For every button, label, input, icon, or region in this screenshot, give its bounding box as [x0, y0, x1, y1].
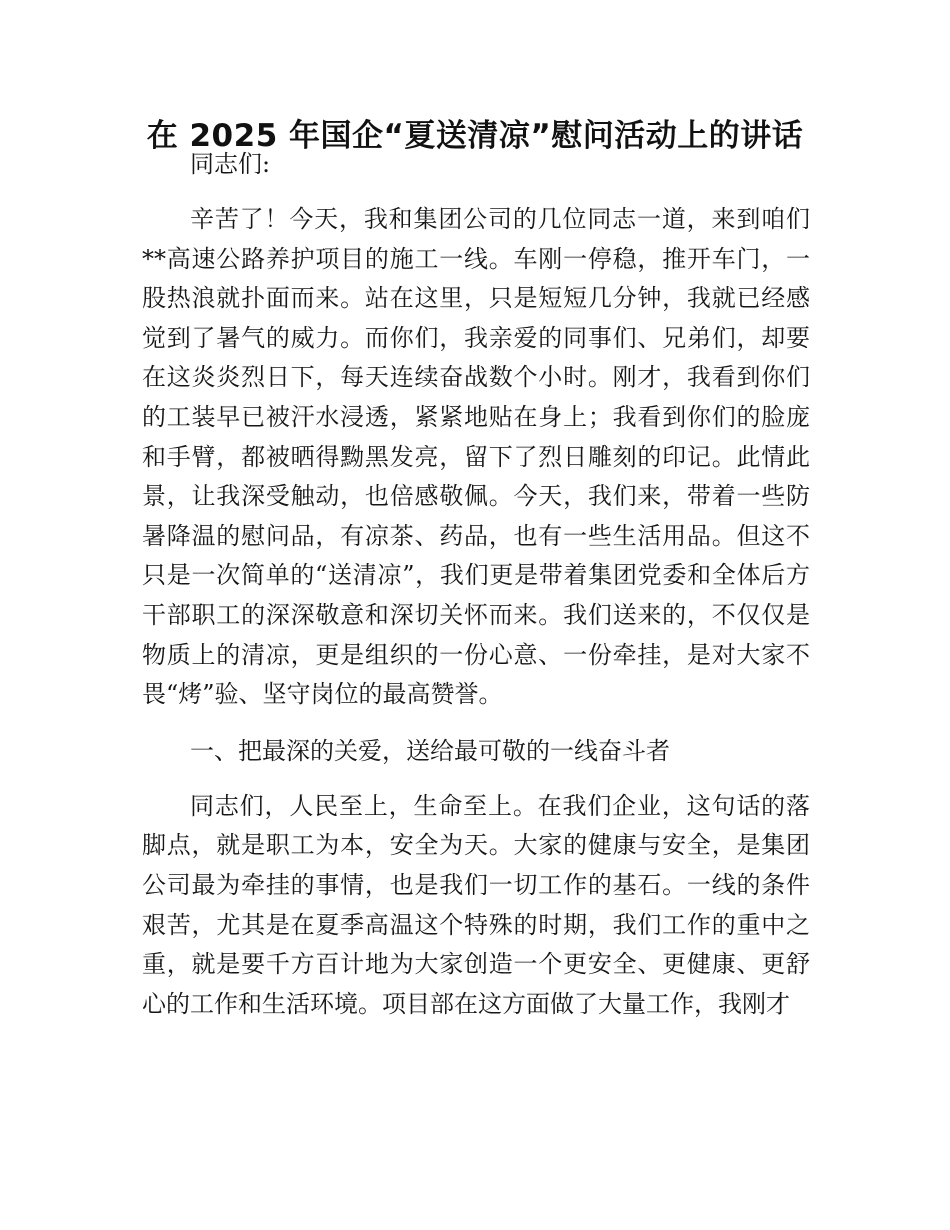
document-title: 在 2025 年国企“夏送清凉”慰问活动上的讲话	[146, 118, 804, 154]
document-body	[142, 144, 810, 1024]
section-heading-1: 一、把最深的关爱，送给最可敬的一线奋斗者	[190, 736, 670, 765]
body-paragraph-2: 同志们，人民至上，生命至上。在我们企业，这句话的落脚点，就是职工为本，安全为天。大家的健康与安全，是集团公司最为牵挂的事情，也是我们一切工作的基石。一线的条件艰苦，尤其是在夏季高温这个特殊的时期，我们工作的重中之重，就是要千方百计地为大家创造一个更安全、更健康、更舒心的工作和生活环境。项目部在这方面做了大量工作，我刚才	[142, 791, 810, 1018]
body-paragraph-1: 辛苦了！今天，我和集团公司的几位同志一道，来到咱们**高速公路养护项目的施工一线。车刚一停稳，推开车门，一股热浪就扑面而来。站在这里，只是短短几分钟，我就已经感觉到了暑气的威力。而你们，我亲爱的同事们、兄弟们，却要在这炎炎烈日下，每天连续奋战数个小时。刚才，我看到你们的工装早已被汗水浸透，紧紧地贴在身上；我看到你们的脸庞和手臂，都被晒得黝黑发亮，留下了烈日雕刻的印记。此情此景，让我深受触动，也倍感敬佩。今天，我们来，带着一些防暑降温的慰问品，有凉茶、药品，也有一些生活用品。但这不只是一次简单的“送清凉”，我们更是带着集团党委和全体后方干部职工的深深敬意和深切关怀而来。我们送来的，不仅仅是物质上的清凉，更是组织的一份心意、一份牵挂，是对大家不畏“烤”验、坚守岗位的最高赞誉。	[142, 205, 810, 709]
salutation: 同志们:	[190, 150, 271, 178]
